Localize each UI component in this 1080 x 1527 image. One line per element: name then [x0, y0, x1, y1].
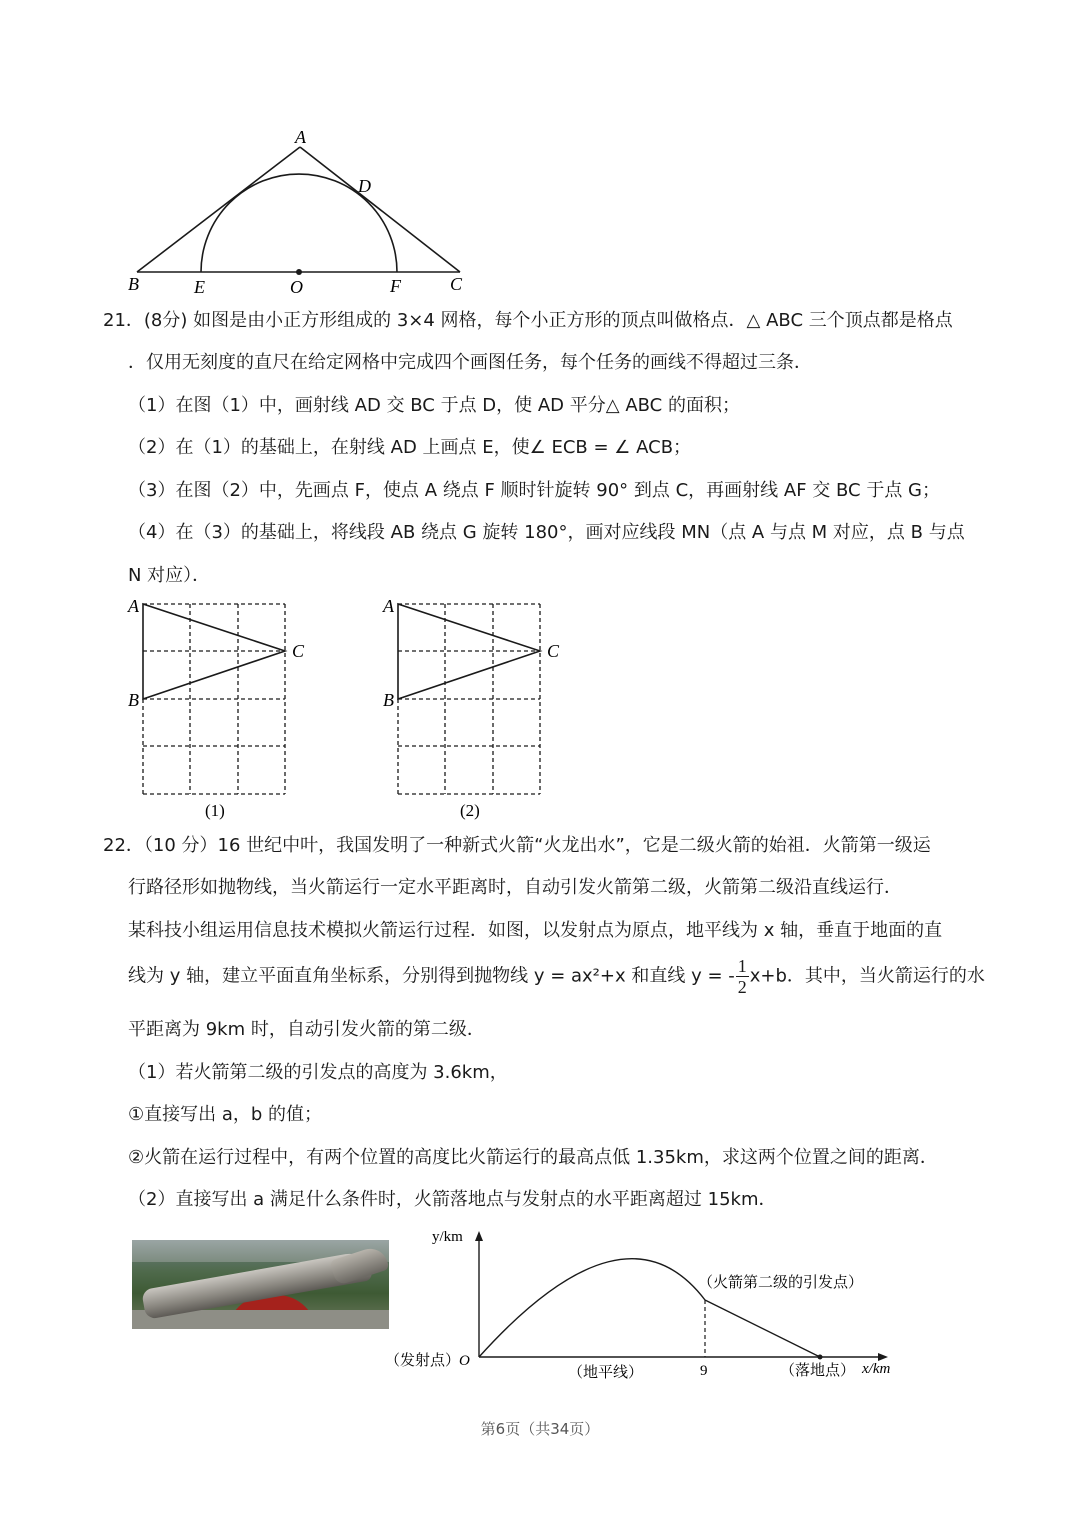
- label-f: F: [390, 276, 401, 296]
- q22-line2: 行路径形如抛物线，当火箭运行一定水平距离时，自动引发火箭第二级，火箭第二级沿直线运行．: [128, 877, 902, 898]
- q22-part2: （2）直接写出 a 满足什么条件时，火箭落地点与发射点的水平距离超过 15km．: [128, 1189, 777, 1210]
- fraction-one-half: [736, 956, 749, 997]
- q21-part1: （1）在图（1）中，画射线 AD 交 BC 于点 D，使 AD 平分△ ABC 的面积；: [128, 395, 740, 416]
- center-point-o: [296, 269, 302, 275]
- grid2-caption: (2): [460, 801, 480, 820]
- fraction-denominator: 2: [737, 977, 747, 997]
- grid-figure-1: [120, 592, 340, 824]
- ignition-label: （火箭第二级的引发点）: [698, 1275, 864, 1291]
- q21-part3: （3）在图（2）中，先画点 F，使点 A 绕点 F 顺时针旋转 90° 到点 C，再画射线 AF 交 BC 于点 G；: [128, 480, 940, 501]
- label-a: A: [295, 127, 306, 147]
- q22-line1: 22．（10 分）16 世纪中叶，我国发明了一种新式火箭“火龙出水”，它是二级火箭的始祖．火箭第一级运: [103, 835, 931, 856]
- q22-line5: 平距离为 9km 时，自动引发火箭的第二级．: [128, 1019, 485, 1040]
- trajectory-graph: [380, 1225, 910, 1395]
- grid1-label-b: B: [128, 690, 139, 710]
- q22-line4-post: x+b．其中，当火箭运行的水: [749, 965, 985, 987]
- y-axis-label: y/km: [432, 1229, 463, 1245]
- label-d: D: [358, 176, 371, 196]
- grid2-label-b: B: [383, 690, 394, 710]
- q22-line3: 某科技小组运用信息技术模拟火箭运行过程．如图，以发射点为原点，地平线为 x 轴，垂直于地面的直: [128, 920, 943, 941]
- q22-part1: （1）若火箭第二级的引发点的高度为 3.6km，: [128, 1062, 508, 1083]
- rocket-photo: [132, 1240, 389, 1329]
- grid2-label-c: C: [547, 641, 560, 661]
- landing-point: [818, 1355, 823, 1360]
- origin-label: O: [459, 1353, 470, 1369]
- grid2-label-a: A: [383, 596, 394, 616]
- landing-label: （落地点）: [780, 1363, 856, 1379]
- q21-part4a: （4）在（3）的基础上，将线段 AB 绕点 G 旋转 180°，画对应线段 MN（点 A 与点 M 对应，点 B 与点: [128, 522, 965, 543]
- parabola-path: [479, 1259, 705, 1357]
- triangle-semicircle-figure: [120, 125, 480, 300]
- x-axis-arrow: [878, 1353, 888, 1361]
- label-b: B: [128, 274, 139, 294]
- segment-ab: [137, 147, 300, 272]
- label-e: E: [194, 277, 205, 297]
- label-o: O: [290, 277, 303, 297]
- y-axis-arrow: [475, 1231, 483, 1241]
- grid1-label-a: A: [128, 596, 139, 616]
- ground-label: （地平线）: [568, 1365, 644, 1381]
- grid1-caption: (1): [205, 801, 225, 820]
- q22-line4: [128, 956, 985, 997]
- q22-part1a: ①直接写出 a，b 的值；: [128, 1104, 323, 1125]
- fraction-numerator: 1: [737, 956, 747, 976]
- q21-line2: ．仅用无刻度的直尺在给定网格中完成四个画图任务，每个任务的画线不得超过三条．: [128, 352, 812, 373]
- label-c: C: [450, 274, 463, 294]
- segment-ac: [300, 147, 460, 272]
- straight-line-path: [705, 1300, 820, 1357]
- q21-part4b: N 对应）．: [128, 565, 211, 586]
- q22-part1b: ②火箭在运行过程中，有两个位置的高度比火箭运行的最高点低 1.35km，求这两个位置之间的距离．: [128, 1147, 938, 1168]
- q21-part2: （2）在（1）的基础上，在射线 AD 上画点 E，使∠ ECB = ∠ ACB；: [128, 437, 692, 458]
- grid-figure-2: [375, 592, 595, 824]
- launch-label: （发射点）: [385, 1353, 461, 1369]
- q22-line4-pre: 线为 y 轴，建立平面直角坐标系，分别得到抛物线 y = ax²+x 和直线 y = -: [128, 965, 735, 987]
- x-axis-label: x/km: [862, 1361, 891, 1377]
- q21-line1: 21．(8分) 如图是由小正方形组成的 3×4 网格，每个小正方形的顶点叫做格点．△ ABC 三个顶点都是格点: [103, 310, 953, 331]
- page-footer: 第6页（共34页）: [480, 1420, 600, 1438]
- grid1-label-c: C: [292, 641, 305, 661]
- tick-9-label: 9: [700, 1363, 708, 1379]
